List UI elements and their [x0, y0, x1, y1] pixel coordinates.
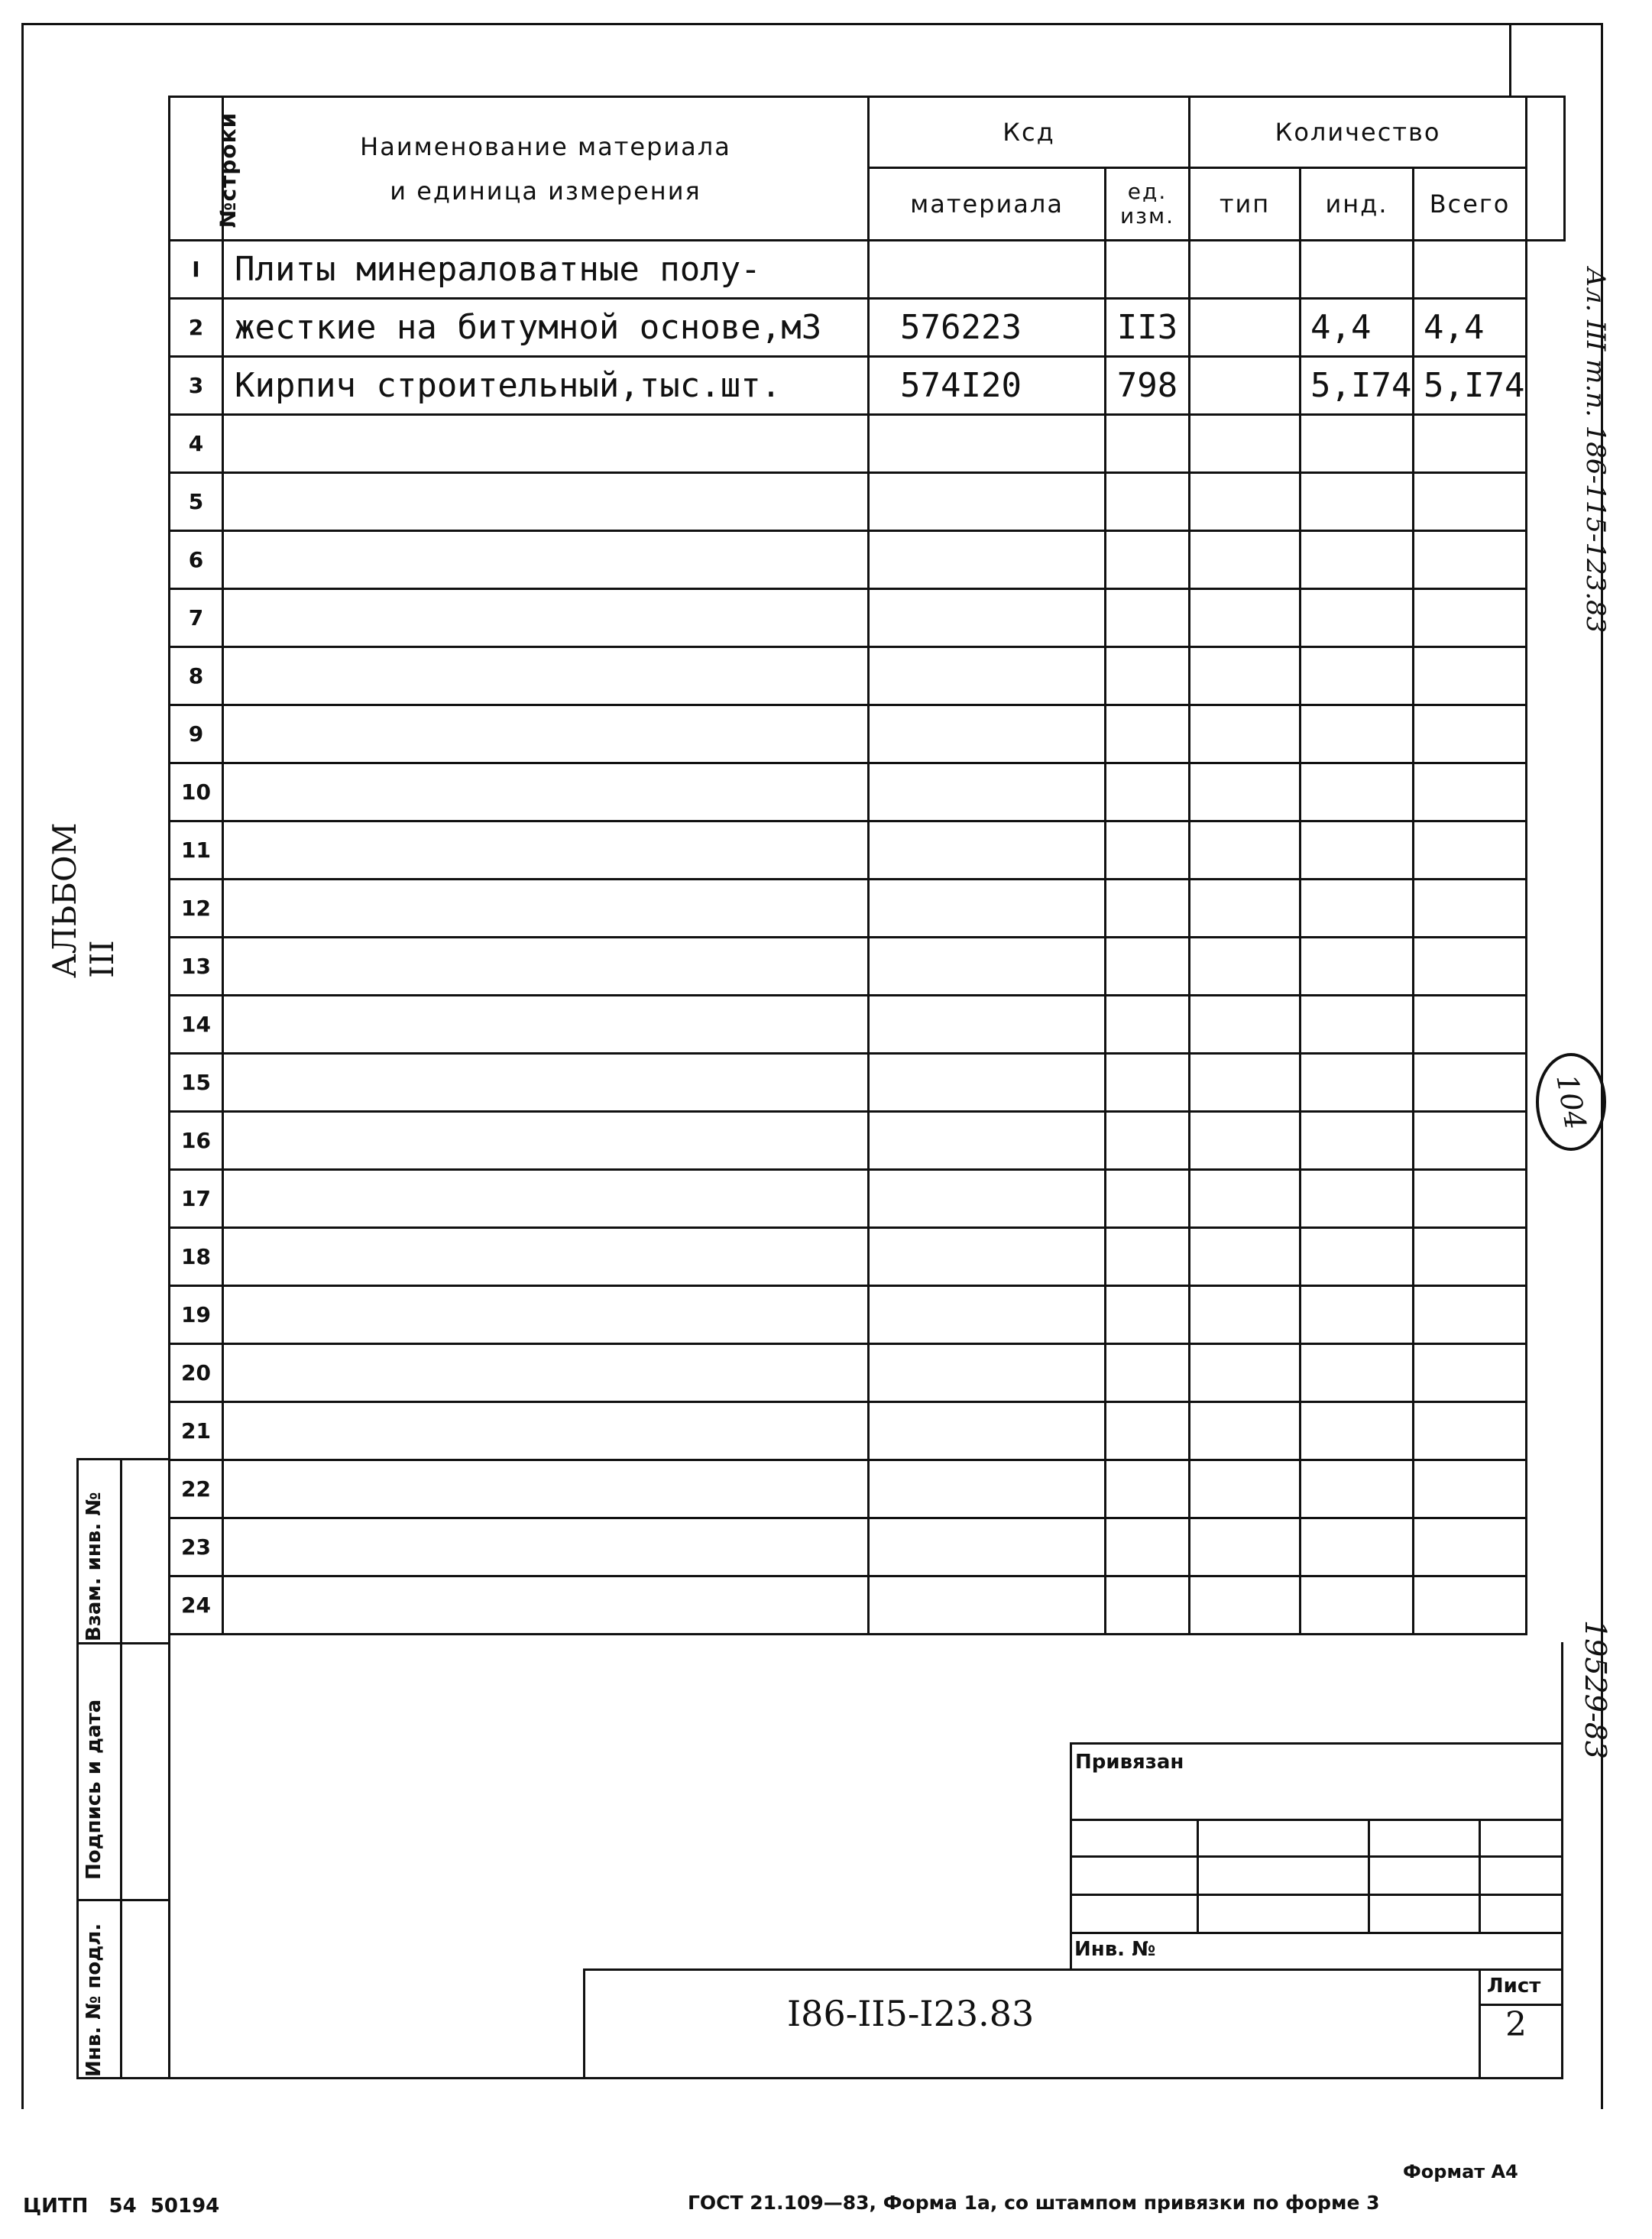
right-margin-column [1527, 97, 1565, 241]
stamp-sheet-divider [1479, 1968, 1481, 2079]
qty-type-cell [1190, 938, 1301, 996]
row-number-cell: 6 [170, 531, 223, 589]
unit-code-cell [1106, 1170, 1190, 1228]
material-name-cell [223, 1344, 869, 1402]
material-name-cell [223, 1286, 869, 1344]
material-code-cell [869, 589, 1106, 647]
qty-ind-cell [1301, 1228, 1414, 1286]
table-row [170, 473, 1565, 531]
qty-total-cell [1414, 880, 1527, 938]
row-number-cell: 3 [170, 357, 223, 415]
stamp-vline-1 [1197, 1819, 1199, 1933]
row-number-cell: I [170, 241, 223, 299]
table-row [170, 821, 1565, 880]
material-code-cell [869, 938, 1106, 996]
unit-code-cell [1106, 880, 1190, 938]
qty-ind-cell [1301, 531, 1414, 589]
unit-code-cell [1106, 1344, 1190, 1402]
row-number-cell: 12 [170, 880, 223, 938]
frame-top-border [21, 23, 1603, 25]
frame-left-border [21, 23, 24, 2109]
stamp-line-1 [1070, 1819, 1563, 1821]
table-row [170, 1228, 1565, 1286]
material-name-cell [223, 1402, 869, 1460]
row-number-cell: 23 [170, 1518, 223, 1576]
header-unit: ед. изм. [1106, 168, 1190, 241]
header-qty-group: Количество [1190, 97, 1527, 168]
qty-total-cell [1414, 473, 1527, 531]
material-name-cell: жесткие на битумной основе,м3 [223, 299, 869, 357]
qty-ind-cell [1301, 996, 1414, 1054]
stamp-vline-3 [1479, 1819, 1481, 1933]
qty-ind-cell [1301, 589, 1414, 647]
qty-total-cell [1414, 1112, 1527, 1170]
qty-type-cell [1190, 1344, 1301, 1402]
table-row [170, 241, 1565, 299]
materials-table [168, 96, 1566, 1635]
unit-code-cell [1106, 531, 1190, 589]
qty-type-cell [1190, 1228, 1301, 1286]
qty-total-cell [1414, 1286, 1527, 1344]
qty-type-cell [1190, 821, 1301, 880]
row-number-cell: 24 [170, 1576, 223, 1635]
material-code-cell [869, 821, 1106, 880]
material-code-cell [869, 415, 1106, 473]
unit-code-cell [1106, 1518, 1190, 1576]
material-name-cell [223, 763, 869, 821]
qty-type-cell [1190, 1112, 1301, 1170]
qty-ind-cell [1301, 647, 1414, 705]
table-row [170, 1518, 1565, 1576]
unit-code-cell [1106, 1112, 1190, 1170]
unit-code-cell [1106, 1576, 1190, 1635]
unit-code-cell [1106, 821, 1190, 880]
qty-total-cell [1414, 241, 1527, 299]
header-qty-total: Всего [1414, 168, 1527, 241]
row-number-cell: 22 [170, 1460, 223, 1518]
table-row [170, 1402, 1565, 1460]
material-code-cell: 574I20 [869, 357, 1106, 415]
material-name-cell [223, 821, 869, 880]
material-code-cell [869, 1402, 1106, 1460]
footer-gost: ГОСТ 21.109—83, Форма 1а, со штампом привязки по форме 3 [688, 2192, 1380, 2214]
stamp-line-2 [1070, 1855, 1563, 1858]
qty-type-cell [1190, 1286, 1301, 1344]
label-sign-date: Подпись и дата [83, 1699, 105, 1880]
header-qty-type: тип [1190, 168, 1301, 241]
qty-type-cell [1190, 996, 1301, 1054]
stamp-title-block [583, 1968, 1563, 2079]
qty-ind-cell [1301, 473, 1414, 531]
project-reference: Ал. III т.п. 186-115-123.83 [1580, 267, 1611, 633]
table-row [170, 880, 1565, 938]
material-code-cell [869, 1286, 1106, 1344]
material-name-cell [223, 1054, 869, 1112]
row-number-cell: 13 [170, 938, 223, 996]
unit-code-cell [1106, 1228, 1190, 1286]
row-number-cell: 21 [170, 1402, 223, 1460]
material-name-cell [223, 473, 869, 531]
material-code-cell: 576223 [869, 299, 1106, 357]
qty-type-cell [1190, 763, 1301, 821]
material-code-cell [869, 996, 1106, 1054]
row-number-cell: 5 [170, 473, 223, 531]
material-code-cell [869, 1460, 1106, 1518]
table-row [170, 357, 1565, 415]
unit-code-cell: 798 [1106, 357, 1190, 415]
row-number-cell: 2 [170, 299, 223, 357]
material-name-cell [223, 647, 869, 705]
header-code-material: материала [869, 168, 1106, 241]
unit-code-cell [1106, 1286, 1190, 1344]
qty-type-cell [1190, 705, 1301, 763]
table-row [170, 1460, 1565, 1518]
row-number-cell: 10 [170, 763, 223, 821]
table-row [170, 415, 1565, 473]
unit-code-cell [1106, 938, 1190, 996]
qty-ind-cell [1301, 880, 1414, 938]
material-name-cell [223, 1576, 869, 1635]
unit-code-cell [1106, 589, 1190, 647]
unit-code-cell [1106, 241, 1190, 299]
qty-ind-cell [1301, 1402, 1414, 1460]
table-row [170, 589, 1565, 647]
row-number-cell: 9 [170, 705, 223, 763]
material-name-cell [223, 1460, 869, 1518]
qty-total-cell [1414, 821, 1527, 880]
label-inv-replace: Взам. инв. № [83, 1492, 105, 1641]
unit-code-cell [1106, 996, 1190, 1054]
qty-type-cell [1190, 357, 1301, 415]
material-code-cell [869, 1170, 1106, 1228]
material-code-cell [869, 647, 1106, 705]
table-row [170, 647, 1565, 705]
qty-type-cell [1190, 1054, 1301, 1112]
material-name-cell [223, 705, 869, 763]
stamp-line-4 [1070, 1932, 1563, 1934]
qty-type-cell [1190, 880, 1301, 938]
qty-type-cell [1190, 299, 1301, 357]
table-row [170, 996, 1565, 1054]
table-row [170, 1112, 1565, 1170]
unit-code-cell: II3 [1106, 299, 1190, 357]
material-name-cell [223, 589, 869, 647]
stamp-code: I86-II5-I23.83 [787, 1993, 1035, 2034]
qty-type-cell [1190, 241, 1301, 299]
unit-code-cell [1106, 705, 1190, 763]
material-name-cell [223, 1170, 869, 1228]
qty-total-cell [1414, 763, 1527, 821]
top-right-corner-line [1509, 23, 1511, 96]
qty-total-cell [1414, 415, 1527, 473]
unit-code-cell [1106, 415, 1190, 473]
qty-ind-cell [1301, 763, 1414, 821]
qty-total-cell [1414, 1344, 1527, 1402]
qty-ind-cell [1301, 241, 1414, 299]
header-qty-ind: инд. [1301, 168, 1414, 241]
stamp-line-3 [1070, 1894, 1563, 1896]
qty-total-cell [1414, 705, 1527, 763]
table-row [170, 938, 1565, 996]
stamp-privyazan-label: Привязан [1075, 1751, 1184, 1774]
row-number-cell: 17 [170, 1170, 223, 1228]
stamp-vline-2 [1368, 1819, 1370, 1933]
row-number-cell: 16 [170, 1112, 223, 1170]
qty-total-cell [1414, 589, 1527, 647]
material-code-cell [869, 1576, 1106, 1635]
unit-code-cell [1106, 1402, 1190, 1460]
material-name-cell: Кирпич строительный,тыс.шт. [223, 357, 869, 415]
qty-ind-cell [1301, 1286, 1414, 1344]
table-row [170, 299, 1565, 357]
material-code-cell [869, 473, 1106, 531]
qty-total-cell [1414, 1576, 1527, 1635]
qty-ind-cell [1301, 1112, 1414, 1170]
table-row [170, 1344, 1565, 1402]
material-code-cell [869, 705, 1106, 763]
unit-code-cell [1106, 473, 1190, 531]
qty-total-cell [1414, 938, 1527, 996]
qty-total-cell [1414, 647, 1527, 705]
qty-total-cell [1414, 1054, 1527, 1112]
qty-type-cell [1190, 589, 1301, 647]
material-code-cell [869, 880, 1106, 938]
qty-ind-cell [1301, 938, 1414, 996]
qty-type-cell [1190, 1460, 1301, 1518]
row-number-cell: 19 [170, 1286, 223, 1344]
table-row [170, 1576, 1565, 1635]
qty-ind-cell [1301, 415, 1414, 473]
table-row [170, 1286, 1565, 1344]
qty-type-cell [1190, 1576, 1301, 1635]
row-number-cell: 7 [170, 589, 223, 647]
qty-ind-cell [1301, 1518, 1414, 1576]
qty-total-cell [1414, 1460, 1527, 1518]
qty-total-cell [1414, 1170, 1527, 1228]
unit-code-cell [1106, 763, 1190, 821]
qty-total-cell [1414, 1402, 1527, 1460]
qty-total-cell: 5,I74 [1414, 357, 1527, 415]
qty-ind-cell [1301, 1170, 1414, 1228]
qty-total-cell: 4,4 [1414, 299, 1527, 357]
material-name-cell [223, 996, 869, 1054]
table-row [170, 763, 1565, 821]
qty-ind-cell [1301, 705, 1414, 763]
qty-total-cell [1414, 996, 1527, 1054]
left-strip-sign-value [120, 1642, 170, 1901]
material-code-cell [869, 1518, 1106, 1576]
stamp-sheet-label: Лист [1487, 1975, 1541, 1998]
material-name-cell [223, 1518, 869, 1576]
qty-ind-cell [1301, 1460, 1414, 1518]
format-label: Формат А4 [1403, 2161, 1518, 2182]
qty-type-cell [1190, 1518, 1301, 1576]
material-name-cell [223, 1228, 869, 1286]
qty-type-cell [1190, 1170, 1301, 1228]
table-row [170, 705, 1565, 763]
qty-ind-cell: 5,I74 [1301, 357, 1414, 415]
row-number-cell: 18 [170, 1228, 223, 1286]
stamp-inv-no-label: Инв. № [1074, 1938, 1156, 1961]
row-number-cell: 14 [170, 996, 223, 1054]
qty-type-cell [1190, 1402, 1301, 1460]
qty-ind-cell: 4,4 [1301, 299, 1414, 357]
doc-number: 19529-83 [1579, 1620, 1612, 1760]
material-code-cell [869, 241, 1106, 299]
qty-ind-cell [1301, 1576, 1414, 1635]
qty-ind-cell [1301, 1054, 1414, 1112]
qty-total-cell [1414, 1228, 1527, 1286]
footer-left-code: ЦИТП 54 50194 [23, 2195, 220, 2218]
table-row [170, 1054, 1565, 1112]
left-strip-inv-orig-value [120, 1899, 170, 2079]
row-number-cell: 8 [170, 647, 223, 705]
row-number-cell: 4 [170, 415, 223, 473]
table-row [170, 1170, 1565, 1228]
material-name-cell: Плиты минераловатные полу- [223, 241, 869, 299]
qty-ind-cell [1301, 821, 1414, 880]
material-name-cell [223, 1112, 869, 1170]
qty-ind-cell [1301, 1344, 1414, 1402]
left-strip-inv-replace-value [120, 1458, 170, 1644]
material-code-cell [869, 1228, 1106, 1286]
material-name-cell [223, 415, 869, 473]
page-circle-stamp: 104 [1536, 1053, 1606, 1151]
unit-code-cell [1106, 1460, 1190, 1518]
label-inv-orig: Инв. № подл. [83, 1923, 105, 2077]
qty-type-cell [1190, 531, 1301, 589]
header-name: Наименование материала и единица измерения [223, 97, 869, 241]
stamp-sheet-no: 2 [1505, 2005, 1527, 2044]
material-code-cell [869, 531, 1106, 589]
qty-type-cell [1190, 473, 1301, 531]
qty-total-cell [1414, 531, 1527, 589]
material-code-cell [869, 1344, 1106, 1402]
material-code-cell [869, 763, 1106, 821]
header-code-group: Ксд [869, 97, 1190, 168]
qty-total-cell [1414, 1518, 1527, 1576]
album-label: АЛЬБОМ III [46, 822, 121, 978]
material-name-cell [223, 938, 869, 996]
qty-type-cell [1190, 415, 1301, 473]
unit-code-cell [1106, 647, 1190, 705]
material-code-cell [869, 1054, 1106, 1112]
qty-type-cell [1190, 647, 1301, 705]
header-row-no: №строки [170, 97, 223, 241]
material-name-cell [223, 880, 869, 938]
row-number-cell: 15 [170, 1054, 223, 1112]
material-name-cell [223, 531, 869, 589]
row-number-cell: 11 [170, 821, 223, 880]
unit-code-cell [1106, 1054, 1190, 1112]
table-row [170, 531, 1565, 589]
material-code-cell [869, 1112, 1106, 1170]
row-number-cell: 20 [170, 1344, 223, 1402]
